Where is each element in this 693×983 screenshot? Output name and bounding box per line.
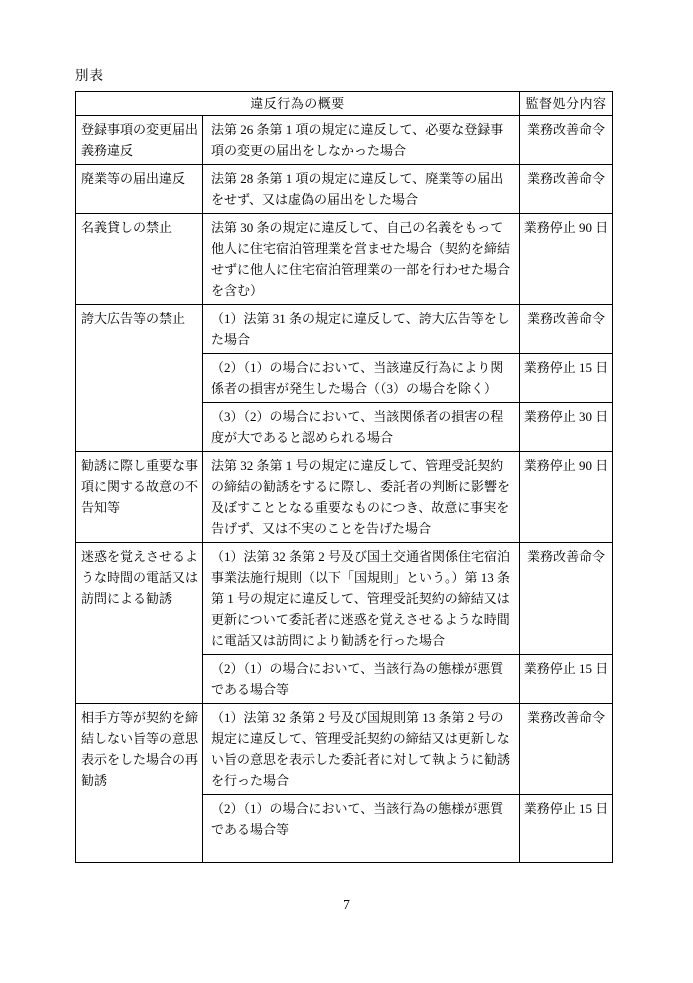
violation-desc-cell: （2）（1）の場合において、当該違反行為により関係者の損害が発生した場合（（3）の場合を除く） (203, 354, 520, 403)
table-row (76, 543, 613, 655)
violations-table (75, 91, 613, 863)
violation-desc-cell: （2）（1）の場合において、当該行為の態様が悪質である場合等 (203, 655, 520, 704)
disposition-cell: 業務改善命令 (520, 165, 613, 214)
category-cell: 相手方等が契約を締結しない旨等の意思表示をした場合の再勧誘 (76, 704, 203, 863)
disposition-cell: 業務改善命令 (520, 543, 613, 655)
violation-desc-cell: （1）法第 32 条第 2 号及び国土交通省関係住宅宿泊事業法施行規則（以下「国規則」という。）第 13 条第 1 号の規定に違反して、管理受託契約の締結又は更新について委託者に迷惑を覚えさせるような時間に電話又は訪問により勧誘を行った場合 (203, 543, 520, 655)
category-cell: 廃業等の届出違反 (76, 165, 203, 214)
table-row (76, 116, 613, 165)
violation-desc-cell: （1）法第 31 条の規定に違反して、誇大広告等をした場合 (203, 305, 520, 354)
violation-desc-cell: 法第 28 条第 1 項の規定に違反して、廃業等の届出をせず、又は虚偽の届出をした場合 (203, 165, 520, 214)
table-row (76, 305, 613, 354)
category-cell: 誇大広告等の禁止 (76, 305, 203, 452)
violation-desc-cell: （2）（1）の場合において、当該行為の態様が悪質である場合等 (203, 795, 520, 863)
category-cell: 名義貸しの禁止 (76, 214, 203, 305)
page-number: 7 (343, 897, 350, 912)
table-row (76, 704, 613, 795)
violation-desc-cell: （1）法第 32 条第 2 号及び国規則第 13 条第 2 号の規定に違反して、管理受託契約の締結又は更新しない旨の意思を表示した委託者に対して執ように勧誘を行った場合 (203, 704, 520, 795)
disposition-cell: 業務改善命令 (520, 116, 613, 165)
header-offense-overview: 違反行為の概要 (76, 92, 520, 116)
category-cell: 勧誘に際し重要な事項に関する故意の不告知等 (76, 452, 203, 543)
table-row (76, 214, 613, 305)
header-disposition: 監督処分内容 (520, 92, 613, 116)
disposition-cell: 業務改善命令 (520, 704, 613, 795)
category-cell: 迷惑を覚えさせるような時間の電話又は訪問による勧誘 (76, 543, 203, 704)
disposition-cell: 業務停止 15 日 (520, 795, 613, 863)
violation-desc-cell: 法第 32 条第 1 号の規定に違反して、管理受託契約の締結の勧誘をするに際し、委託者の判断に影響を及ぼすこととなる重要なものにつき、故意に事実を告げず、又は不実のことを告げた場合 (203, 452, 520, 543)
disposition-cell: 業務停止 90 日 (520, 214, 613, 305)
violation-desc-cell: 法第 26 条第 1 項の規定に違反して、必要な登録事項の変更の届出をしなかった場合 (203, 116, 520, 165)
violation-desc-cell: 法第 30 条の規定に違反して、自己の名義をもって他人に住宅宿泊管理業を営ませた場合（契約を締結せずに他人に住宅宿泊管理業の一部を行わせた場合を含む） (203, 214, 520, 305)
table-row (76, 452, 613, 543)
table-row (76, 165, 613, 214)
disposition-cell: 業務停止 30 日 (520, 403, 613, 452)
disposition-cell: 業務停止 90 日 (520, 452, 613, 543)
disposition-cell: 業務停止 15 日 (520, 354, 613, 403)
disposition-cell: 業務停止 15 日 (520, 655, 613, 704)
category-cell: 登録事項の変更届出義務違反 (76, 116, 203, 165)
table-header-row (76, 92, 613, 116)
violation-desc-cell: （3）（2）の場合において、当該関係者の損害の程度が大であると認められる場合 (203, 403, 520, 452)
appendix-label: 別表 (75, 68, 104, 83)
disposition-cell: 業務改善命令 (520, 305, 613, 354)
